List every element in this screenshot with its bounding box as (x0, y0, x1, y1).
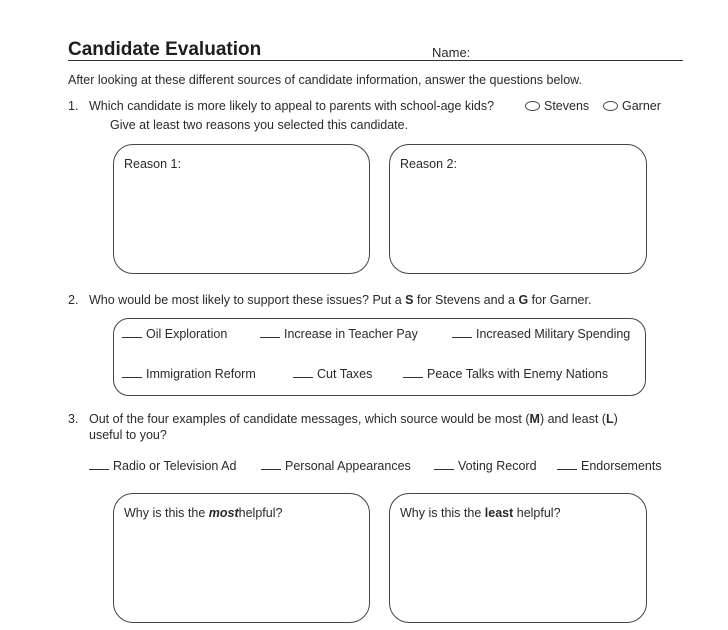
radio-garner-label: Garner (622, 99, 661, 113)
radio-stevens-label: Stevens (544, 99, 590, 113)
issue-item[interactable] (403, 367, 608, 381)
q3-text-part: ) (613, 412, 618, 426)
source-label: Voting Record (458, 459, 537, 473)
q3-line1 (89, 412, 618, 426)
issue-label: Cut Taxes (317, 367, 373, 381)
answer-blank[interactable] (403, 367, 423, 378)
most-word: most (208, 506, 239, 520)
issue-item[interactable] (293, 367, 372, 381)
answer-blank[interactable] (452, 327, 472, 338)
q2-text-part: for Garner. (531, 293, 592, 307)
least-helpful-label (400, 506, 561, 520)
q3-m-letter: M (529, 412, 540, 426)
issue-item[interactable] (122, 367, 256, 381)
least-prefix: Why is this the (400, 506, 482, 520)
radio-stevens[interactable] (525, 99, 589, 113)
source-item[interactable] (261, 459, 411, 473)
most-helpful-label (124, 506, 282, 520)
issue-label: Increase in Teacher Pay (284, 327, 418, 341)
answer-blank[interactable] (89, 459, 109, 470)
least-helpful-box[interactable] (389, 493, 647, 623)
q2-text (89, 293, 591, 307)
answer-blank[interactable] (260, 327, 280, 338)
q1-subtext: Give at least two reasons you selected this candidate. (110, 118, 409, 132)
radio-circle-icon[interactable] (603, 101, 618, 111)
reason1-box[interactable] (113, 144, 370, 274)
least-suffix: helpful? (516, 506, 561, 520)
q2-s-letter: S (405, 293, 414, 307)
reason2-label: Reason 2: (400, 157, 457, 171)
source-label: Personal Appearances (285, 459, 411, 473)
name-line[interactable] (68, 60, 683, 61)
issue-item[interactable] (452, 327, 630, 341)
least-word: least (484, 506, 514, 520)
source-item[interactable] (557, 459, 662, 473)
issue-item[interactable] (122, 327, 227, 341)
most-prefix: Why is this the (124, 506, 206, 520)
answer-blank[interactable] (434, 459, 454, 470)
issue-label: Increased Military Spending (476, 327, 631, 341)
issue-label: Oil Exploration (146, 327, 228, 341)
source-item[interactable] (89, 459, 236, 473)
reason2-box[interactable] (389, 144, 647, 274)
intro-text: After looking at these different sources of candidate information, answer the questions below. (68, 73, 582, 87)
q1-number: 1. (68, 99, 79, 113)
q3-number: 3. (68, 412, 79, 426)
answer-blank[interactable] (122, 367, 142, 378)
answer-blank[interactable] (557, 459, 577, 470)
radio-garner[interactable] (603, 99, 661, 113)
issue-label: Immigration Reform (146, 367, 256, 381)
page-title: Candidate Evaluation (68, 39, 262, 60)
q2-number: 2. (68, 293, 79, 307)
source-item[interactable] (434, 459, 537, 473)
q3-line2: useful to you? (89, 428, 167, 442)
q3-l-letter: L (605, 412, 614, 426)
q2-text-part: Who would be most likely to support these issues? Put a (89, 293, 402, 307)
issues-box (113, 318, 646, 396)
issue-label: Peace Talks with Enemy Nations (427, 367, 609, 381)
q1-text: Which candidate is more likely to appeal to parents with school-age kids? (89, 99, 495, 113)
q3-text-part: ) and least ( (539, 412, 606, 426)
most-helpful-box[interactable] (113, 493, 370, 623)
issue-item[interactable] (260, 327, 418, 341)
radio-circle-icon[interactable] (525, 101, 540, 111)
reason1-label: Reason 1: (124, 157, 181, 171)
answer-blank[interactable] (122, 327, 142, 338)
answer-blank[interactable] (293, 367, 313, 378)
most-suffix: helpful? (238, 506, 283, 520)
q2-text-part: for Stevens and a (416, 293, 515, 307)
source-label: Radio or Television Ad (113, 459, 237, 473)
source-label: Endorsements (581, 459, 662, 473)
answer-blank[interactable] (261, 459, 281, 470)
q2-g-letter: G (518, 293, 529, 307)
name-label: Name: (432, 45, 471, 60)
q3-text-part: Out of the four examples of candidate messages, which source would be most ( (89, 412, 530, 426)
